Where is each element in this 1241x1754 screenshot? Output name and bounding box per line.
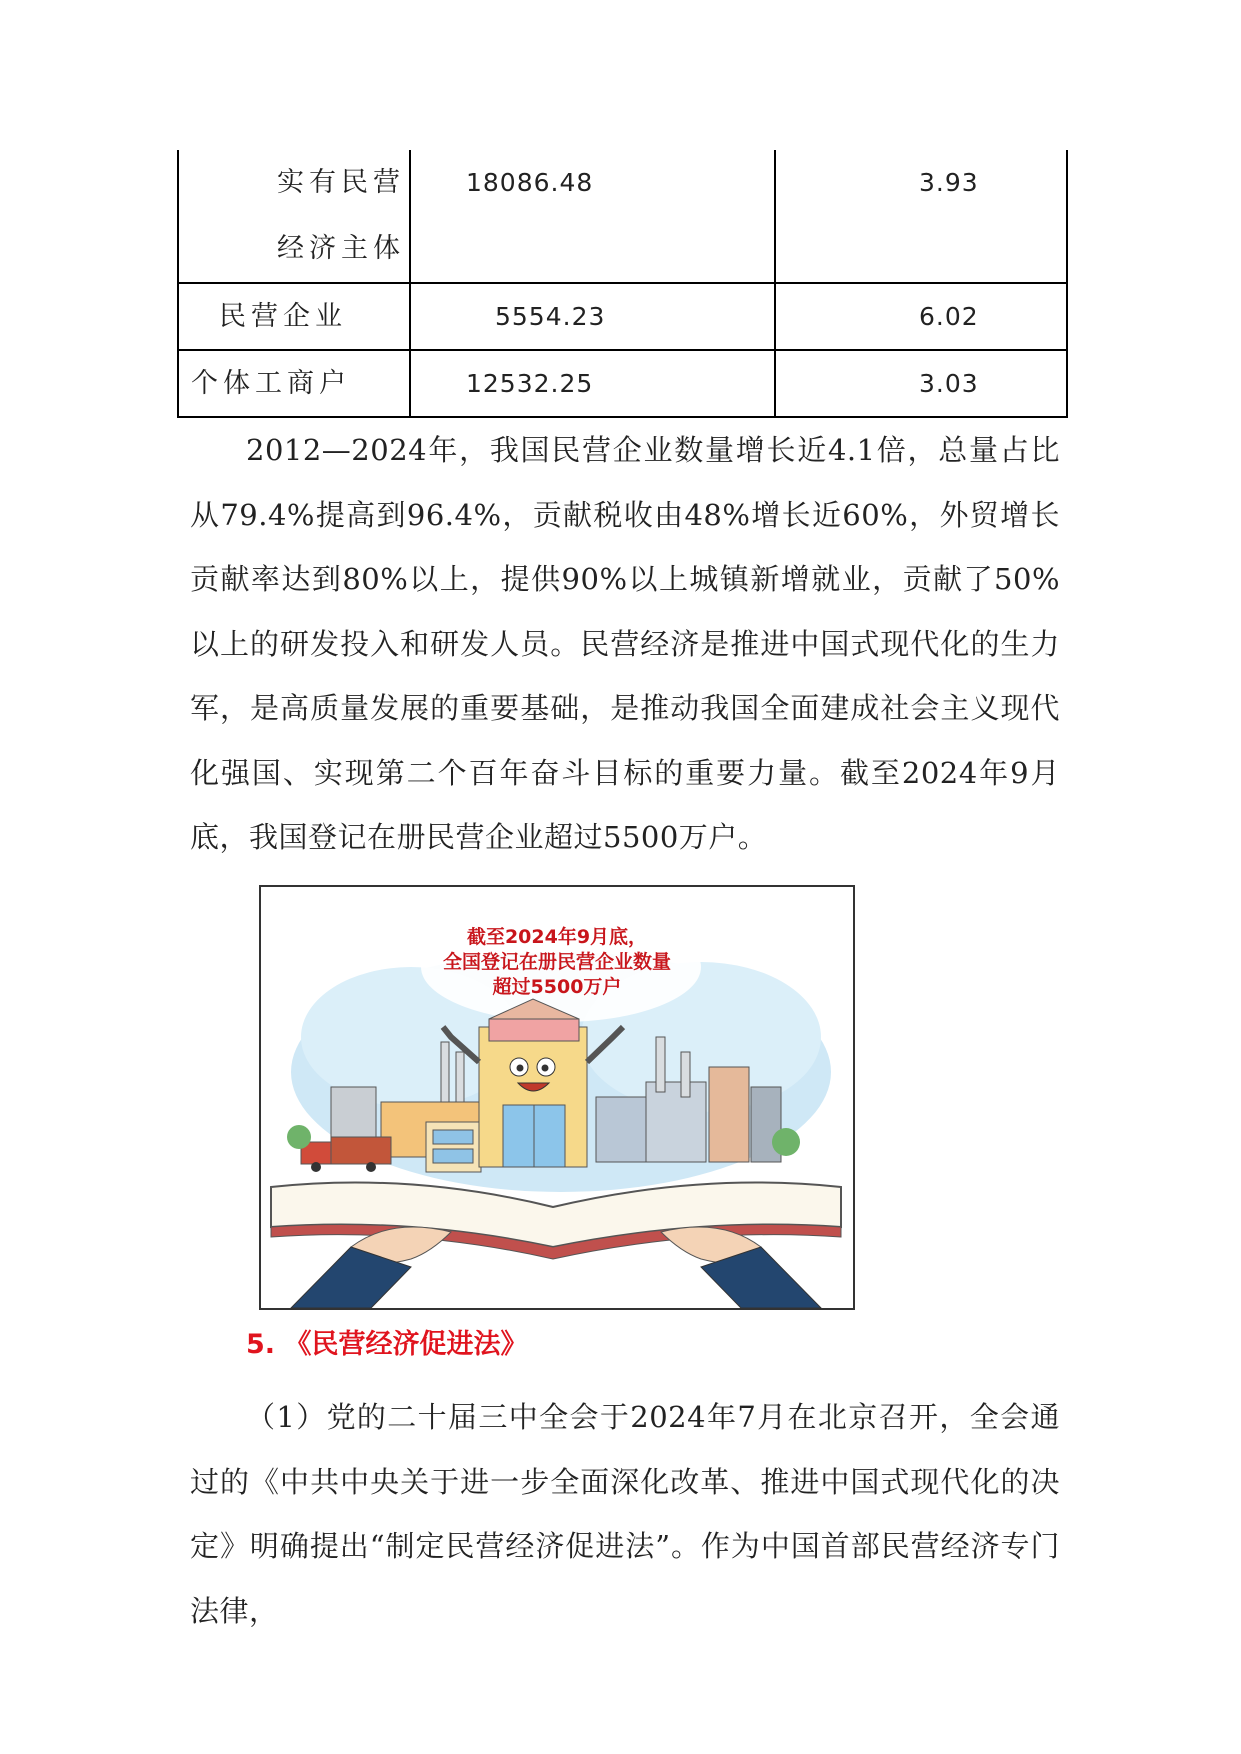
tree xyxy=(772,1128,800,1156)
row-name-line: 个体工商户 xyxy=(191,368,351,399)
table-row xyxy=(178,150,1067,283)
illustration-caption xyxy=(261,925,853,1000)
row-rate-cell xyxy=(775,350,1067,417)
window xyxy=(433,1149,473,1163)
open-book xyxy=(271,1183,841,1248)
tree xyxy=(287,1125,311,1149)
row-name-cell xyxy=(178,283,410,350)
building-pupil xyxy=(517,1065,524,1072)
factory-tower xyxy=(709,1067,749,1162)
chimney xyxy=(456,1052,464,1102)
row-rate: 3.03 xyxy=(919,369,979,398)
row-name-line: 民营企业 xyxy=(219,301,347,332)
chimney xyxy=(681,1052,690,1097)
central-roof xyxy=(489,1019,579,1041)
illustration-private-enterprises xyxy=(259,885,855,1310)
row-rate: 6.02 xyxy=(919,302,979,331)
truck-cargo xyxy=(331,1137,391,1164)
factory-building xyxy=(596,1097,646,1162)
row-name-cell xyxy=(178,150,410,283)
truck-wheel xyxy=(366,1162,376,1172)
row-value: 5554.23 xyxy=(495,302,606,331)
section-heading: 5. 《民营经济促进法》 xyxy=(246,1329,528,1360)
body-paragraph: （1）党的二十届三中全会于2024年7月在北京召开，全会通过的《中共中央关于进一步全面深化改革、推进中国式现代化的决定》明确提出“制定民营经济促进法”。作为中国首部民营经济专门法律， xyxy=(190,1400,1060,1628)
row-value-cell xyxy=(410,283,775,350)
chimney xyxy=(656,1037,665,1092)
truck-wheel xyxy=(311,1162,321,1172)
statistics-table xyxy=(177,150,1068,418)
factory-building xyxy=(646,1082,706,1162)
body-paragraph: 2012—2024年，我国民营企业数量增长近4.1倍，总量占比从79.4%提高到96.4%，贡献税收由48%增长近60%，外贸增长贡献率达到80%以上，提供90%以上城镇新增就业，贡献了50%以上的研发投入和研发人员。民营经济是推进中国式现代化的生力军，是高质量发展的重要基础，是推动我国全面建成社会主义现代化强国、实现第二个百年奋斗目标的重要力量。截至2024年9月底，我国登记在册民营企业超过5500万户。 xyxy=(190,433,1060,854)
chimney xyxy=(441,1042,449,1102)
row-rate-cell xyxy=(775,283,1067,350)
building-pupil xyxy=(542,1065,549,1072)
table-row xyxy=(178,350,1067,417)
row-value: 18086.48 xyxy=(466,168,594,197)
row-value-cell xyxy=(410,350,775,417)
row-name-cell xyxy=(178,350,410,417)
table-row xyxy=(178,283,1067,350)
caption-line: 全国登记在册民营企业数量 xyxy=(442,951,671,973)
caption-line: 截至2024年9月底， xyxy=(466,926,648,948)
row-name-line: 经济主体 xyxy=(277,233,405,264)
row-name-line: 实有民营 xyxy=(277,167,405,198)
row-value: 12532.25 xyxy=(466,369,594,398)
window xyxy=(433,1130,473,1144)
row-rate: 3.93 xyxy=(919,168,979,197)
caption-line: 超过5500万户 xyxy=(492,976,622,998)
row-value-cell xyxy=(410,150,775,283)
row-rate-cell xyxy=(775,150,1067,283)
